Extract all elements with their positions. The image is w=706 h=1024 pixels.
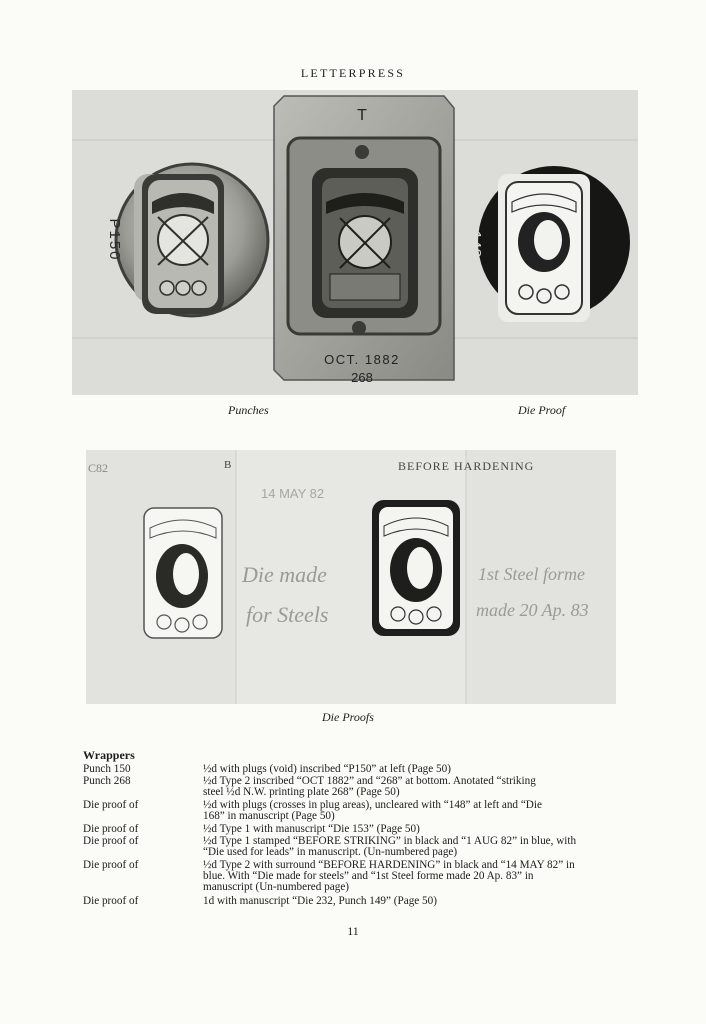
- wrapper-row-line: 1d with manuscript “Die 232, Punch 149” (Page 50): [203, 895, 437, 907]
- plate1-illustration: [72, 90, 638, 395]
- punch-150: [116, 164, 268, 316]
- date-stamp: 14 MAY 82: [261, 486, 325, 501]
- wrapper-row-description: [203, 776, 633, 798]
- caption-die-proof: Die Proof: [518, 403, 566, 417]
- punch-label: P150: [106, 218, 123, 262]
- wrappers-heading: Wrappers: [83, 748, 135, 762]
- wrapper-row-line: ½d with plugs (void) inscribed “P150” at left (Page 50): [203, 763, 451, 775]
- wrapper-row-line: steel ½d N.W. printing plate 268” (Page 50): [203, 786, 400, 798]
- ms-first-steel: 1st Steel forme: [478, 564, 585, 584]
- wrapper-row-label: Die proof of: [83, 799, 139, 811]
- wrapper-row-line: 168” in manuscript (Page 50): [203, 810, 335, 822]
- wrapper-row-line: ½d Type 2 inscribed “OCT 1882” and “268” at bottom. Anotated “striking: [203, 775, 536, 787]
- ms-made-date: made 20 Ap. 83: [476, 600, 589, 620]
- ms-for-steels: for Steels: [246, 602, 329, 627]
- wrapper-row-description: [203, 764, 633, 775]
- wrapper-row-description: [203, 860, 633, 893]
- wrapper-row-label: Die proof of: [83, 895, 139, 907]
- wrapper-row-label: Punch 150: [83, 763, 131, 775]
- mould-number: 268: [351, 370, 373, 385]
- ms-die-made: Die made: [242, 562, 327, 587]
- caption-die-proofs: Die Proofs: [322, 710, 374, 724]
- die-proof-type2: [372, 500, 460, 636]
- wrapper-row-description: [203, 896, 633, 907]
- punch-268-block: [274, 96, 454, 380]
- photo-die-proofs: [86, 450, 616, 704]
- wrapper-row-line: “Die used for leads” in manuscript. (Un-numbered page): [203, 846, 458, 858]
- caption-punches: Punches: [228, 403, 269, 417]
- letter-b: B: [224, 459, 232, 471]
- wrapper-row-label: Die proof of: [83, 823, 139, 835]
- wrapper-row-label: Die proof of: [83, 859, 139, 871]
- die-proof-type1: [144, 508, 222, 638]
- mould-date: OCT. 1882: [324, 352, 400, 367]
- wrapper-row-description: [203, 824, 633, 835]
- wrapper-row-description: [203, 836, 633, 858]
- wrapper-row-line: ½d Type 1 stamped “BEFORE STRIKING” in black and “1 AUG 82” in blue, with: [203, 835, 577, 847]
- wrapper-row-description: [203, 800, 633, 822]
- plate2-illustration: [86, 450, 616, 704]
- wrapper-row-line: manuscript (Un-numbered page): [203, 881, 350, 893]
- mould-letter: T: [357, 107, 367, 124]
- corner-mark: C82: [88, 461, 109, 475]
- page-number: 11: [347, 924, 359, 938]
- wrapper-row-line: ½d Type 2 with surround “BEFORE HARDENING” in black and “14 MAY 82” in: [203, 859, 575, 871]
- wrapper-row-line: blue. With “Die made for steels” and “1st Steel forme made 20 Ap. 83” in: [203, 870, 534, 882]
- photo-punches-and-die-proof: [72, 90, 638, 395]
- die-number-148: 148: [466, 230, 483, 258]
- wrapper-row-line: ½d Type 1 with manuscript “Die 153” (Page 50): [203, 823, 420, 835]
- wrapper-row-label: Punch 268: [83, 775, 131, 787]
- running-header: LETTERPRESS: [300, 66, 406, 80]
- before-hardening-stamp: BEFORE HARDENING: [398, 459, 535, 473]
- wrapper-row-label: Die proof of: [83, 835, 139, 847]
- wrapper-row-line: ½d with plugs (crosses in plug areas), uncleared with “148” at left and “Die: [203, 799, 542, 811]
